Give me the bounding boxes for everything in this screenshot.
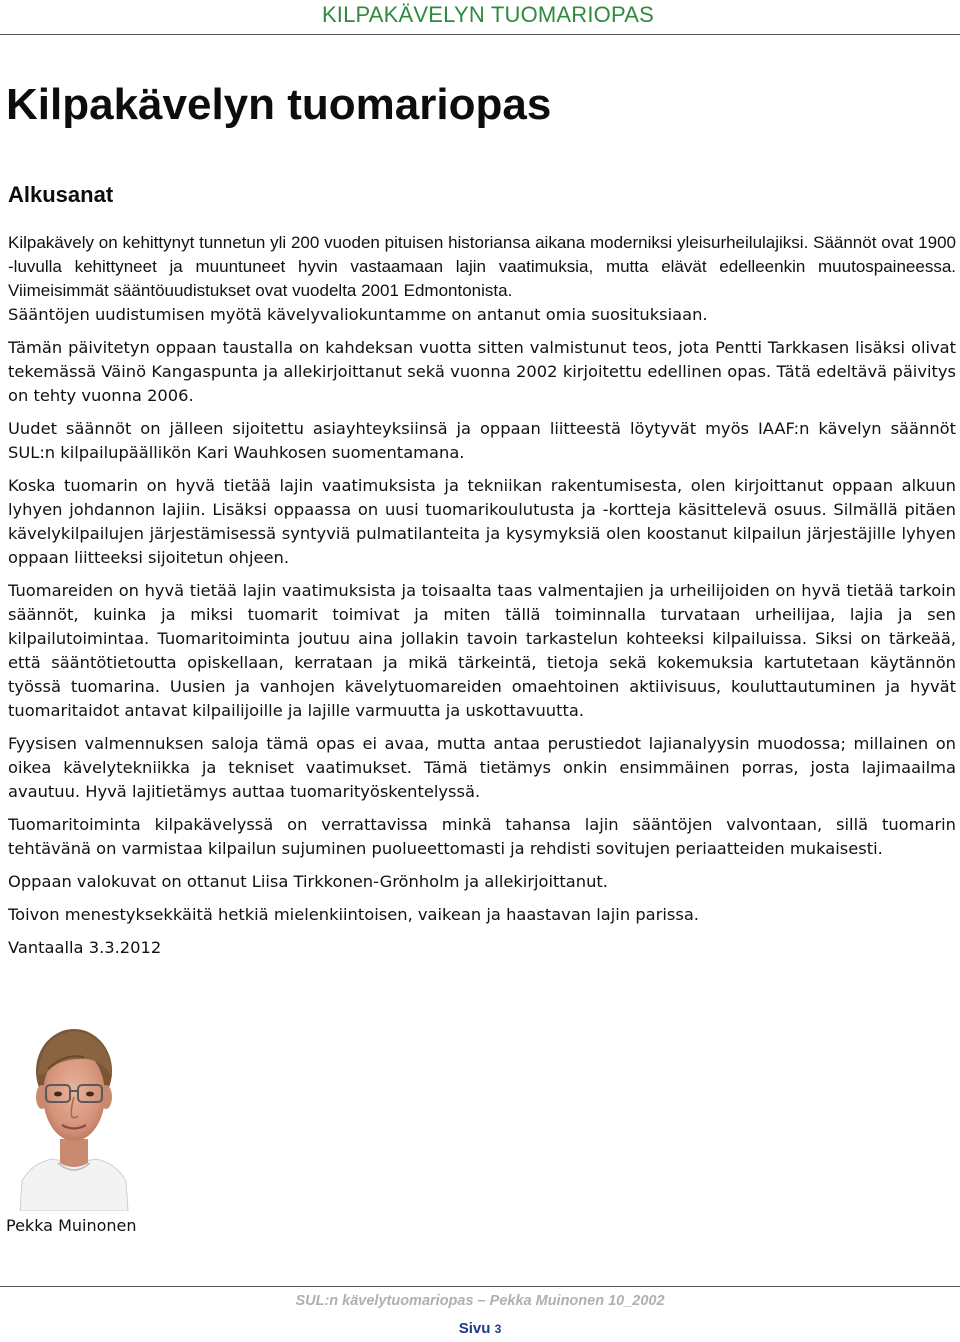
paragraph: Sääntöjen uudistumisen myötä kävelyvaliokuntamme on antanut omia suosituksiaan.: [8, 305, 708, 324]
page-number-value: 3: [494, 1322, 502, 1336]
footer-divider: [0, 1286, 960, 1287]
paragraph: Fyysisen valmennuksen saloja tämä opas ei avaa, mutta antaa perustiedot lajianalyysin muodossa; millainen on oikea kävelytekniikka ja tekniset vaatimukset. Tämä tietämys onkin ensimmäinen porras, josta lajimaailma avautuu. Hyvä lajitietämys auttaa tuomarityöskentelyssä.: [8, 734, 956, 801]
paragraph: Oppaan valokuvat on ottanut Liisa Tirkkonen-Grönholm ja allekirjoittanut.: [8, 872, 608, 891]
place-date: Vantaalla 3.3.2012: [8, 938, 162, 957]
author-portrait-image: [18, 1013, 130, 1211]
paragraph: Tuomareiden on hyvä tietää lajin vaatimuksista ja toisaalta taas valmentajien ja urheilijoiden on hyvä tietää tarkoin säännöt, kuinka ja miksi tuomarit toimivat ja miten tällä toiminnalla turvataan urheilijaa, lajia ja sen kilpailutoimintaa. Tuomaritoiminta joutuu aina jollakin tavoin tarkastelun kohteeksi kilpailuissa. Siksi on tärkeää, että sääntötietoutta opiskellaan, kerrataan ja mikä tärkeintä, tietoja sekä kokemuksia kartutetaan käytännön työssä tuomarina. Uusien ja vanhojen kävelytuomareiden omaehtoinen aktiivisuus, kouluttautuminen ja hyvät tuomaritaidot antavat kilpailijoille ja lajille varmuutta ja uskottavuutta.: [8, 581, 956, 720]
paragraph: Kilpakävely on kehittynyt tunnetun yli 200 vuoden pituisen historiansa aikana moderniksi yleisurheilulajiksi. Säännöt ovat 1900 -luvulla kehittyneet ja muuntuneet hyvin vastaamaan lajin vaatimuksia, mutta elävät edelleenkin muutospaineessa. Viimeisimmät sääntöuudistukset ovat vuodelta 2001 Edmontonista.: [8, 233, 956, 300]
paragraph: Koska tuomarin on hyvä tietää lajin vaatimuksista ja tekniikan rakentumisesta, olen kirjoittanut oppaan alkuun lyhyen johdannon lajiin. Lisäksi oppaassa on uusi tuomarikoulutusta ja -kortteja käsittelevä osuus. Silmällä pitäen kävelykilpailujen järjestämisessä syntyviä pulmatilanteita ja kysymyksiä olen koostanut kilpailun järjestäjille lyhyen oppaan liitteeksi sijoitetun ohjeen.: [8, 476, 956, 567]
paragraph: Toivon menestyksekkäitä hetkiä mielenkiintoisen, vaikean ja haastavan lajin parissa.: [8, 905, 699, 924]
header-divider: [0, 34, 960, 35]
paragraph: Tämän päivitetyn oppaan taustalla on kahdeksan vuotta sitten valmistunut teos, jota Pentti Tarkkasen lisäksi olivat tekemässä Väinö Kangaspunta ja allekirjoittanut sekä vuonna 2002 kirjoitettu edellinen opas. Tätä edeltävä päivitys on tehty vuonna 2006.: [8, 338, 956, 405]
footer-text: SUL:n kävelytuomariopas – Pekka Muinonen 10_2002: [295, 1293, 665, 1309]
paragraph: Uudet säännöt on jälleen sijoitettu asiayhteyksiinsä ja oppaan liitteestä löytyvät myös IAAF:n kävelyn säännöt SUL:n kilpailupäällikön Kari Wauhkosen suomentamana.: [8, 419, 956, 462]
page-label: Sivu: [458, 1320, 491, 1337]
page-title: Kilpakävelyn tuomariopas: [6, 80, 552, 129]
body-text: [8, 231, 956, 960]
author-photo: [18, 1013, 130, 1211]
page-number: [0, 1320, 960, 1337]
running-header: KILPAKÄVELYN TUOMARIOPAS: [321, 2, 654, 27]
section-title: Alkusanat: [8, 182, 114, 207]
paragraph: Tuomaritoiminta kilpakävelyssä on verrattavissa minkä tahansa lajin sääntöjen valvontaan, sillä tuomarin tehtävänä on varmistaa kilpailun sujuminen puolueettomasti ja rehdisti sovitujen periaatteiden mukaisesti.: [8, 815, 956, 858]
author-name: Pekka Muinonen: [6, 1216, 137, 1235]
